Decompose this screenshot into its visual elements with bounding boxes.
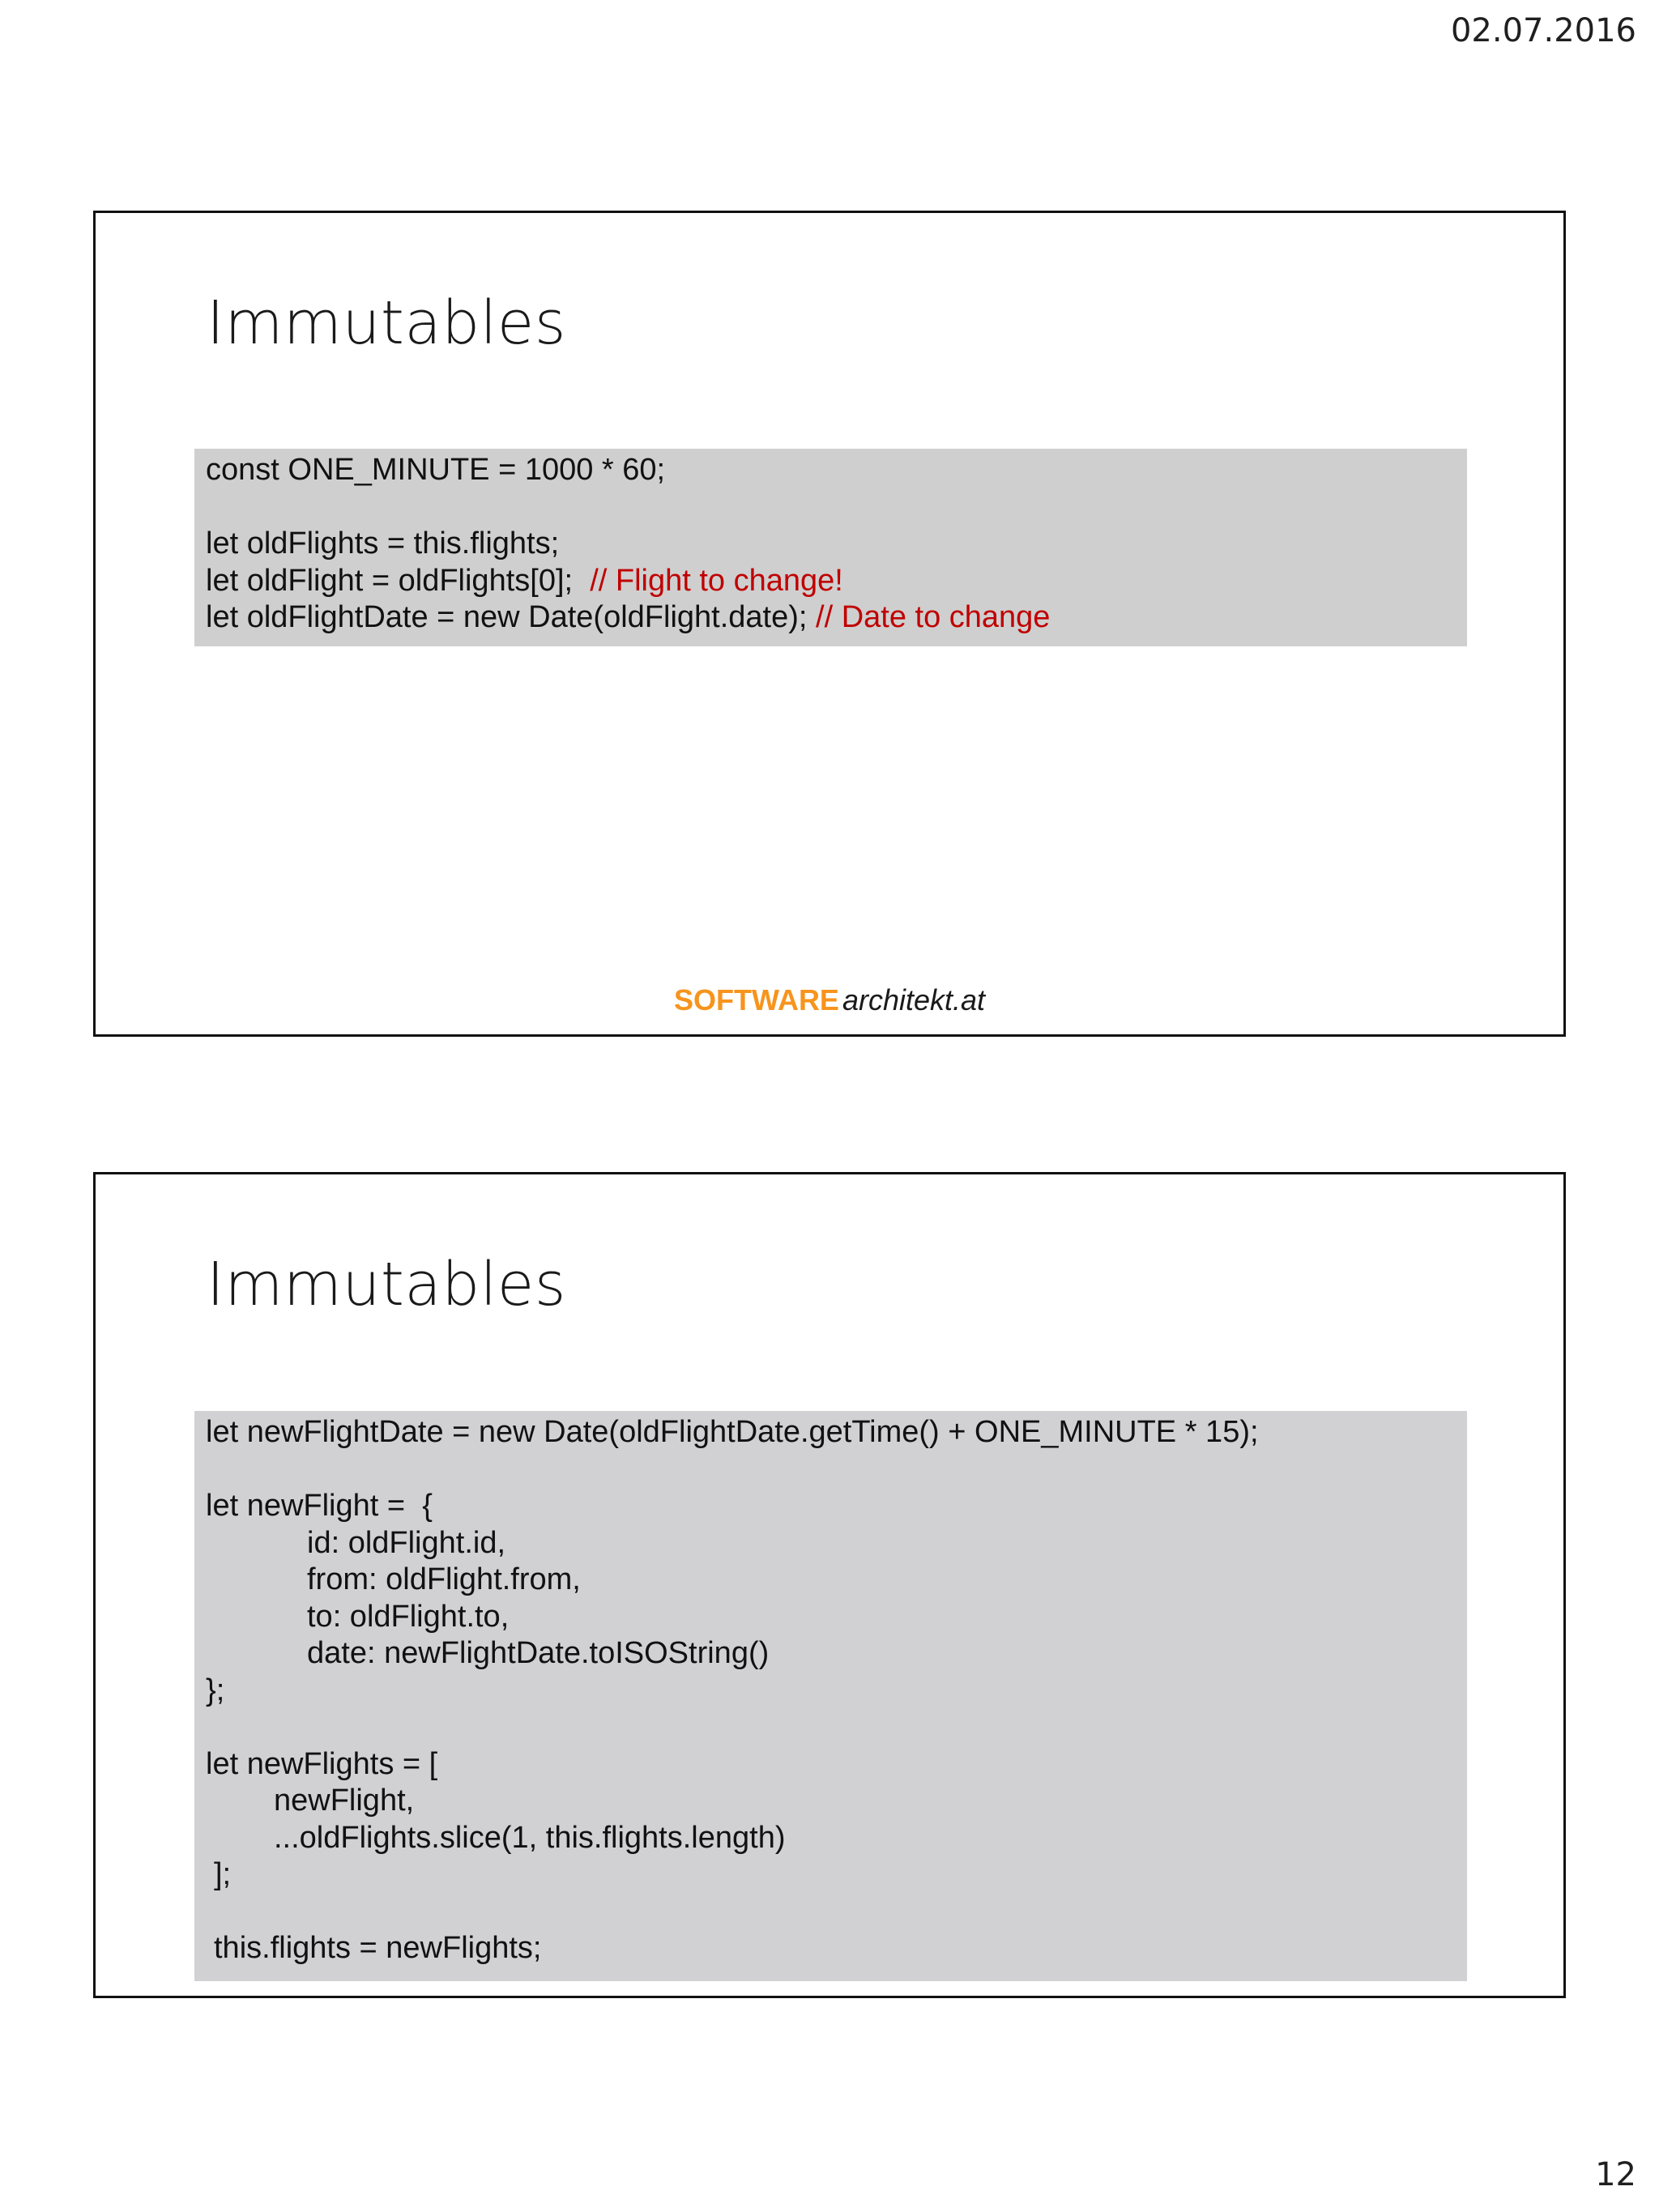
code-line: ...oldFlights.slice(1, this.flights.length): [274, 1820, 786, 1855]
logo-software-text: SOFTWARE: [673, 983, 839, 1016]
code-line: [206, 563, 1467, 600]
code-comment: // Date to change: [816, 600, 1051, 634]
code-block: [194, 1411, 1467, 1981]
code-line: to: oldFlight.to,: [307, 1599, 510, 1634]
code-line: newFlight,: [274, 1784, 415, 1818]
code-line: let newFlight = {: [206, 1489, 433, 1523]
code-line: const ONE_MINUTE = 1000 * 60;: [206, 453, 666, 487]
code-line: [206, 599, 1467, 637]
code-line: date: newFlightDate.toISOString(): [307, 1636, 770, 1670]
code-text: let oldFlight = oldFlights[0];: [206, 563, 591, 598]
code-comment: // Flight to change!: [590, 563, 843, 598]
logo-architekt-text: architekt.at: [842, 983, 986, 1016]
slide-1: [93, 211, 1566, 1037]
code-line: let newFlights = [: [206, 1746, 438, 1781]
code-line: };: [206, 1673, 225, 1707]
blank-line: [206, 1894, 1467, 1931]
blank-line: [206, 1709, 1467, 1746]
code-block: [194, 449, 1467, 646]
code-text: let oldFlightDate = new Date(oldFlight.date);: [206, 600, 817, 634]
code-line: id: oldFlight.id,: [307, 1525, 506, 1560]
slide-title: Immutables: [207, 1250, 566, 1319]
code-line: ];: [214, 1857, 232, 1891]
blank-line: [206, 1451, 1467, 1489]
footer-logo: [96, 982, 1563, 1017]
page-date: 02.07.2016: [1450, 12, 1636, 49]
code-line: let newFlightDate = new Date(oldFlightDate.getTime() + ONE_MINUTE * 15);: [206, 1415, 1259, 1449]
slide-2: [93, 1172, 1566, 1998]
code-line: this.flights = newFlights;: [214, 1931, 542, 1965]
code-line: from: oldFlight.from,: [307, 1562, 581, 1596]
code-line: let oldFlights = this.flights;: [206, 526, 560, 560]
blank-line: [206, 489, 1467, 526]
slide-title: Immutables: [207, 288, 566, 358]
page-number: 12: [1595, 2156, 1636, 2193]
